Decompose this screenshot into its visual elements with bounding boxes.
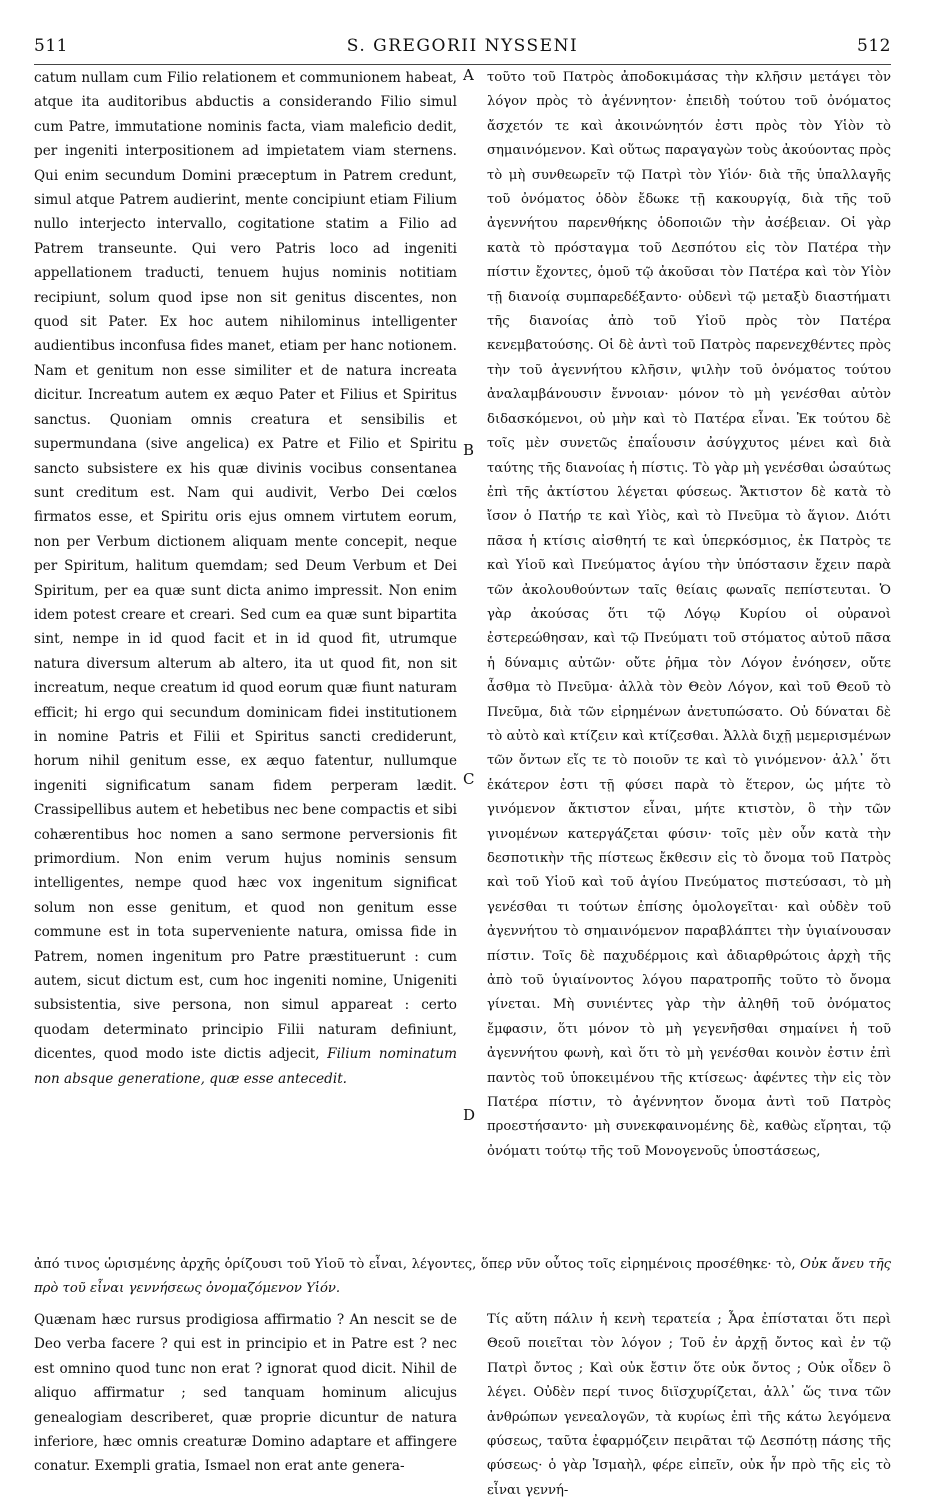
latin-paragraph-bottom	[34, 1308, 457, 1479]
page-header	[34, 36, 891, 62]
latin-bottom-text: Quænam hæc rursus prodigiosa affirmatio ? An nescit se de Deo verba facere ? qui est in principio et in Patre est ? nec est omnino quod tunc non erat ? ignorat quod dicit. Nihil de aliquo affirmatur ; sed tanquam hominum alicujus genealogiam describeret, quæ proprie dicuntur de natura inferiore, hæc omnis creaturæ Domino adaptare et affingere conatur. Exempli gratia, Ismael non erat ante genera-	[34, 1312, 457, 1475]
greek-italic-quote: Οὐκ ἄνευ τῆς πρὸ τοῦ εἶναι γεννήσεως ὀνομαζόμενον Υἱόν.	[34, 1257, 891, 1297]
greek-column-bottom	[487, 1308, 891, 1503]
header-rule	[34, 64, 891, 65]
latin-text: catum nullam cum Filio relationem et communionem habeat, atque ita auditoribus abductis a considerando Filio simul cum Patre, immutatione nominis facta, viam maleficio dedit, per ingeniti interpositionem ad impietatem viam sternens. Qui enim secundum Domini præceptum in Patrem credunt, simul atque Patrem audierint, mente concipiunt etiam Filium nullo interjecto intervallo, cogitatione statim a Filio ad Patrem transeunte. Qui vero Patris loco ad ingeniti appellationem traducti, tenuem hujus nominis notitiam recipiunt, solum quod ipse non sit genitus discentes, non quod sit Pater. Ex hoc autem nihilominus intelligenter audientibus inconfusa fides manet, etiam per hanc notionem. Nam et genitum non esse similiter et de natura increata dicitur. Increatum autem ex æquo Pater et Filius et Spiritus sanctus. Quoniam omnis creatura et sensibilis et supermundana (sive angelica) ex Patre et Filio et Spiritu sancto subsistere ex his quæ divinis vocibus consentanea sunt creditum est. Nam qui audivit, Verbo Dei cœlos firmatos esse, et Spiritu oris ejus omnem virtutem eorum, non per Verbum dictionem aliquam mente concepit, neque per Spiritum, halitum quemdam; sed Deum Verbum et Dei Spiritum, per ea quæ sunt dicta animo impressit. Non enim idem potest creare et creari. Sed cum ea quæ sunt bipartita sint, nempe in id quod facit et in id quod fit, utrumque natura diversum alterum ab altero, ita ut quod fit, non sit increatum, neque creatum id quod eorum quæ fiunt naturam efficit; hi ergo qui secundum dominicam fidei institutionem in nomine Patris et Filii et Spiritus sancti crediderunt, horum nihil genitum esse, ex æquo fatentur, nullumque ingeniti significatum sanam fidem perperam lædit. Crassipellibus autem et hebetibus nec bene compactis et sibi cohærentibus hoc nomen a sano sermone perversionis fit primordium. Non enim verum hujus nominis sensum intelligentes, nempe quod hæc vox ingenitum significat solum non esse genitum, et quod non genitum esse commune est in tota superveniente natura, omissa fide in Patrem, nomen ingenitum pro Patre præstituerunt : cum autem, sicut dictum est, cum hoc ingeniti nomine, Unigeniti subsistentia, sive persona, non simul appareat : certo quodam determinato principio Filii naturam definiunt, dicentes, quod modo iste dictis adjecit,	[34, 70, 457, 1063]
latin-column-bottom	[34, 1308, 457, 1479]
latin-paragraph	[34, 66, 457, 1091]
greek-paragraph-bottom	[487, 1308, 891, 1503]
latin-column-top	[34, 66, 457, 1091]
margin-marker-a: A	[463, 66, 474, 84]
margin-marker-d: D	[463, 1106, 476, 1124]
page-number-right: 512	[857, 36, 891, 56]
margin-marker-b: B	[463, 441, 475, 459]
greek-span-text: ἀπό τινος ὡρισμένης ἀρχῆς ὁρίζουσι τοῦ Υἱοῦ τὸ εἶναι, λέγοντες, ὅπερ νῦν οὗτος τοῖς εἰρημένοις προσέθηκε· τὸ,	[34, 1257, 800, 1272]
greek-bottom-text: Τίς αὕτη πάλιν ἡ κενὴ τερατεία ; Ἆρα ἐπίσταται ὅτι περὶ Θεοῦ ποιεῖται τὸν λόγον ; Τοῦ ἐν ἀρχῇ ὄντος καὶ ἐν τῷ Πατρὶ ὄντος ; Καὶ οὐκ ἔστιν ὅτε οὐκ ὄντος ; Οὐκ οἶδεν ὃ λέγει. Οὐδὲν περί τινος διϊσχυρίζεται, ἀλλ᾽ ὥς τινα τῶν ἀνθρώπων γενεαλογῶν, τὰ κυρίως ἐπὶ τῆς κάτω λεγόμενα φύσεως, ταῦτα ἐφαρμόζειν πειρᾶται τῷ Δεσπότῃ πάσης τῆς φύσεως· ὁ γὰρ Ἰσμαὴλ, φέρε εἰπεῖν, οὐκ ἦν πρὸ τῆς εἰς τὸ εἶναι γεννή-	[487, 1312, 891, 1498]
page-number-left: 511	[34, 36, 68, 56]
greek-text: τοῦτο τοῦ Πατρὸς ἀποδοκιμάσας τὴν κλῆσιν μετάγει τὸν λόγον πρὸς τὸ ἀγέννητον· ἐπειδὴ τούτου τοῦ ὀνόματος ἄσχετόν τε καὶ ἀκοινώνητόν ἐστι πρὸς τὸν Υἱὸν τὸ σημαινόμενον. Καὶ οὕτως παραγαγὼν τοὺς ἀκούοντας πρὸς τὸ μὴ συνθεωρεῖν τῷ Πατρὶ τὸν Υἱόν· διὰ τῆς ὑπαλλαγῆς τοῦ ὀνόματος ὁδὸν ἔδωκε τῇ κακουργίᾳ, διὰ τῆς τοῦ ἀγεννήτου παρενθήκης ὁδοποιῶν τὴν ἀσέβειαν. Οἱ γὰρ κατὰ τὸ πρόσταγμα τοῦ Δεσπότου εἰς τὸν Πατέρα τὴν πίστιν ἔχοντες, ὁμοῦ τῷ ἀκοῦσαι τὸν Πατέρα καὶ τὸν Υἱὸν τῇ διανοίᾳ συμπαρεδέξαντο· οὐδενὶ τῷ μεταξὺ διαστήματι τῆς διανοίας ἀπὸ τοῦ Υἱοῦ πρὸς τὸν Πατέρα κενεμβατούσης. Οἱ δὲ ἀντὶ τοῦ Πατρὸς παρενεχθέντες πρὸς τὴν τοῦ ἀγεννήτου κλῆσιν, ψιλὴν τοῦ ὀνόματος τούτου ἀναλαμβάνουσιν ἔννοιαν· μόνον τὸ μὴ γενέσθαι αὐτὸν διδασκόμενοι, οὐ μὴν καὶ τὸ Πατέρα εἶναι. Ἐκ τούτου δὲ τοῖς μὲν συνετῶς ἐπαΐουσιν ἀσύγχυτος μένει καὶ διὰ ταύτης τῆς διανοίας ἡ πίστις. Τὸ γὰρ μὴ γενέσθαι ὡσαύτως ἐπὶ τῆς ἀκτίστου λέγεται φύσεως. Ἄκτιστον δὲ κατὰ τὸ ἴσον ὁ Πατήρ τε καὶ Υἱὸς, καὶ τὸ Πνεῦμα τὸ ἅγιον. Διότι πᾶσα ἡ κτίσις αἰσθητή τε καὶ ὑπερκόσμιος, ἐκ Πατρὸς τε καὶ Υἱοῦ καὶ Πνεύματος ἁγίου τὴν ὑπόστασιν ἔχειν παρὰ τῶν ἀκολουθούντων ταῖς θείαις φωναῖς πεπίστευται. Ὁ γὰρ ἀκούσας ὅτι τῷ Λόγῳ Κυρίου οἱ οὐρανοὶ ἐστερεώθησαν, καὶ τῷ Πνεύματι τοῦ στόματος αὐτοῦ πᾶσα ἡ δύναμις αὐτῶν· οὔτε ῥῆμα τὸν Λόγον ἐνόησεν, οὔτε ἆσθμα τὸ Πνεῦμα· ἀλλὰ τὸν Θεὸν Λόγον, καὶ τοῦ Θεοῦ τὸ Πνεῦμα, διὰ τῶν εἰρημένων ἀνετυπώσατο. Οὐ δύναται δὲ τὸ αὐτὸ καὶ κτίζειν καὶ κτίζεσθαι. Ἀλλὰ διχῇ μεμερισμένων τῶν ὄντων εἴς τε τὸ ποιοῦν τε καὶ τὸ γινόμενον· ἀλλ᾽ ὅτι ἑκάτερον ἐστι τῇ φύσει παρὰ τὸ ἕτερον, ὡς μήτε τὸ γινόμενον ἄκτιστον εἶναι, μήτε κτιστὸν, ὃ τὴν τῶν γινομένων κατεργάζεται φύσιν· τοῖς μὲν οὖν κατὰ τὴν δεσποτικὴν τῆς πίστεως ἔκθεσιν εἰς τὸ ὄνομα τοῦ Πατρὸς καὶ τοῦ Υἱοῦ καὶ τοῦ ἁγίου Πνεύματος πιστεύσασι, τὸ μὴ γενέσθαι τι τούτων ἐπίσης ὁμολογεῖται· καὶ οὐδὲν τοῦ ἀγεννήτου τὸ σημαινόμενον παραβλάπτει τὴν ὑγιαίνουσαν πίστιν. Τοῖς δὲ παχυδέρμοις καὶ ἀδιαρθρώτοις ἀρχὴ τῆς ἀπὸ τοῦ ὑγιαίνοντος λόγου παρατροπῆς τοῦτο τὸ ὄνομα γίνεται. Μὴ συνιέντες γὰρ τὴν ἀληθῆ τοῦ ὀνόματος ἔμφασιν, ὅτι μόνον τὸ μὴ γεγενῆσθαι σημαίνει ἡ τοῦ ἀγεννήτου φωνὴ, καὶ ὅτι τὸ μὴ γενέσθαι κοινὸν ἐστιν ἐπὶ παντὸς τοῦ ὑποκειμένου τῆς κτίσεως· ἀφέντες τὴν εἰς τὸν Πατέρα πίστιν, τὸ ἀγέννητον ὄνομα ἀντὶ τοῦ Πατρὸς προεστήσαντο· μὴ συνεκφαινομένης δὲ, καθὼς εἴρηται, τῷ ὀνόματι τούτῳ τῆς τοῦ Μονογενοῦς ὑποστάσεως,	[487, 70, 891, 1159]
running-title: S. GREGORII NYSSENI	[346, 36, 579, 56]
greek-paragraph	[487, 66, 891, 1164]
greek-column-top	[487, 66, 891, 1164]
latin-italic-quote: Filium nominatum non absque generatione, quæ esse antecedit.	[34, 1046, 458, 1087]
margin-marker-c: C	[463, 770, 475, 788]
greek-spanning-line	[34, 1253, 891, 1302]
